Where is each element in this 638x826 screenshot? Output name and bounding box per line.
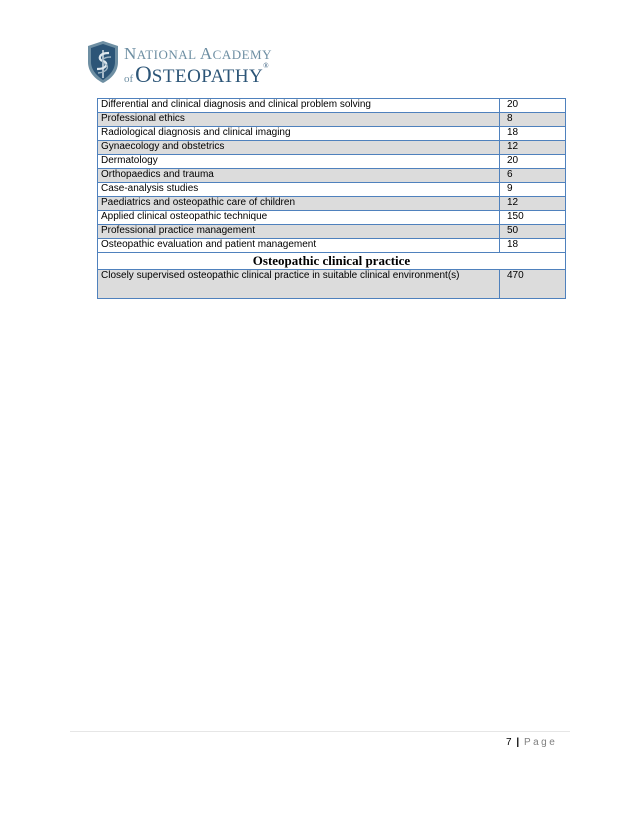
logo-word-national: ATIONAL bbox=[136, 47, 200, 62]
subject-cell: Closely supervised osteopathic clinical practice in suitable clinical environment(s) bbox=[98, 270, 500, 299]
page-number bbox=[506, 737, 557, 748]
logo bbox=[86, 40, 276, 92]
table-row bbox=[98, 113, 566, 127]
table-row bbox=[98, 169, 566, 183]
table-row bbox=[98, 239, 566, 253]
table-row bbox=[98, 183, 566, 197]
subject-cell: Orthopaedics and trauma bbox=[98, 169, 500, 183]
hours-cell: 9 bbox=[500, 183, 566, 197]
logo-word-osteopathy: STEOPATHY bbox=[151, 66, 264, 87]
logo-line-2 bbox=[124, 62, 269, 88]
page-separator: | bbox=[516, 737, 520, 748]
hours-cell: 8 bbox=[500, 113, 566, 127]
subject-cell: Dermatology bbox=[98, 155, 500, 169]
logo-initial-o: O bbox=[135, 62, 152, 87]
hours-cell: 18 bbox=[500, 239, 566, 253]
page-number-value: 7 bbox=[506, 737, 512, 748]
subject-cell: Case-analysis studies bbox=[98, 183, 500, 197]
footer-divider bbox=[70, 731, 570, 732]
logo-initial-a: A bbox=[199, 44, 213, 63]
subject-cell: Differential and clinical diagnosis and clinical problem solving bbox=[98, 99, 500, 113]
table-row bbox=[98, 127, 566, 141]
hours-cell: 50 bbox=[500, 225, 566, 239]
table-row bbox=[98, 141, 566, 155]
subject-cell: Gynaecology and obstetrics bbox=[98, 141, 500, 155]
registered-mark: ® bbox=[263, 62, 269, 70]
shield-serpent-icon bbox=[86, 40, 120, 84]
subject-cell: Applied clinical osteopathic technique bbox=[98, 211, 500, 225]
table-row bbox=[98, 225, 566, 239]
hours-cell: 20 bbox=[500, 99, 566, 113]
logo-initial-n: N bbox=[124, 44, 137, 63]
hours-cell: 470 bbox=[500, 270, 566, 299]
curriculum-table bbox=[97, 98, 566, 299]
hours-cell: 150 bbox=[500, 211, 566, 225]
table-row bbox=[98, 99, 566, 113]
hours-cell: 12 bbox=[500, 141, 566, 155]
section-header-row bbox=[98, 253, 566, 270]
logo-line-1 bbox=[124, 44, 272, 64]
hours-cell: 12 bbox=[500, 197, 566, 211]
subject-cell: Professional practice management bbox=[98, 225, 500, 239]
page-label: Page bbox=[523, 737, 558, 748]
table-row bbox=[98, 270, 566, 299]
logo-word-academy: CADEMY bbox=[212, 47, 272, 62]
table-row bbox=[98, 211, 566, 225]
table-row bbox=[98, 155, 566, 169]
section-header: Osteopathic clinical practice bbox=[98, 253, 566, 270]
hours-cell: 6 bbox=[500, 169, 566, 183]
logo-word-of: of bbox=[124, 73, 134, 85]
table-row bbox=[98, 197, 566, 211]
subject-cell: Radiological diagnosis and clinical imaging bbox=[98, 127, 500, 141]
hours-cell: 18 bbox=[500, 127, 566, 141]
hours-cell: 20 bbox=[500, 155, 566, 169]
subject-cell: Professional ethics bbox=[98, 113, 500, 127]
subject-cell: Paediatrics and osteopathic care of children bbox=[98, 197, 500, 211]
subject-cell: Osteopathic evaluation and patient management bbox=[98, 239, 500, 253]
